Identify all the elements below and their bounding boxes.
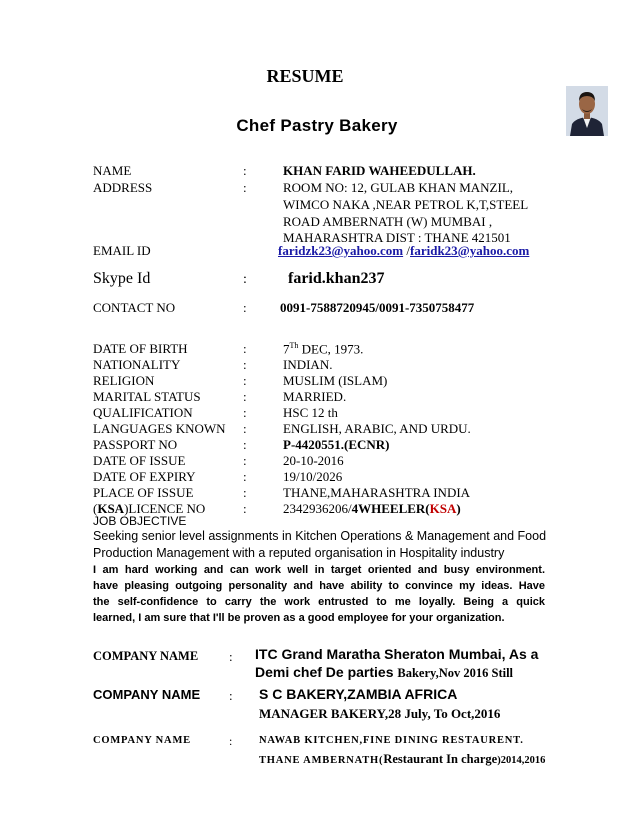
contact-colon: : (243, 300, 247, 315)
marital-status-label: MARITAL STATUS (93, 389, 201, 404)
religion-colon: : (243, 373, 247, 388)
address-line-1: ROOM NO: 12, GULAB KHAN MANZIL, (283, 180, 514, 195)
contact-label: CONTACT NO (93, 300, 176, 315)
objective-line-2: Production Management with a reputed organisation in Hospitality industry (93, 546, 505, 560)
company-1-role: Demi chef De parties (255, 664, 398, 680)
passport-value: P-4420551.(ECNR) (283, 437, 390, 452)
issue-date-colon: : (243, 453, 247, 468)
email-separator: / (403, 243, 410, 258)
objective-bold-line-4: learned, I am sure that I'll be proven as a good employee for your organization. (93, 612, 505, 624)
objective-bold-line-1: I am hard working and can work well in target oriented and busy environment. (93, 564, 545, 576)
objective-heading: JOB OBJECTIVE (93, 514, 187, 528)
email-label: EMAIL ID (93, 243, 151, 258)
name-value: KHAN FARID WAHEEDULLAH. (283, 163, 476, 178)
skype-colon: : (243, 272, 247, 287)
objective-line-1: Seeking senior level assignments in Kitchen Operations & Management and Food (93, 529, 547, 543)
qualification-colon: : (243, 405, 247, 420)
address-colon: : (243, 180, 247, 195)
nationality-label: NATIONALITY (93, 357, 181, 372)
passport-label: PASSPORT NO (93, 437, 178, 452)
expiry-date-label: DATE OF EXPIRY (93, 469, 196, 484)
licence-close: ) (456, 501, 461, 516)
issue-date-label: DATE OF ISSUE (93, 453, 186, 468)
licence-label-rest: )LICENCE NO (124, 501, 206, 516)
email-link-2[interactable]: faridk23@yahoo.com (410, 243, 530, 258)
company-1-name-line-1: ITC Grand Maratha Sheraton Mumbai, As a (255, 646, 539, 662)
company-3-colon: : (229, 734, 233, 748)
company-3-period: )2014,2016 (497, 755, 546, 766)
licence-type: 4WHEELER( (351, 501, 430, 516)
expiry-date-colon: : (243, 469, 247, 484)
name-colon: : (243, 163, 247, 178)
address-label: ADDRESS (93, 180, 153, 195)
marital-status-value: MARRIED. (283, 389, 347, 404)
place-of-issue-label: PLACE OF ISSUE (93, 485, 194, 500)
place-of-issue-value: THANE,MAHARASHTRA INDIA (283, 485, 471, 500)
marital-status-colon: : (243, 389, 247, 404)
email-values (278, 243, 529, 259)
qualification-value: HSC 12 th (283, 405, 338, 420)
skype-label: Skype Id (93, 270, 151, 287)
company-3-role: Restaurant In charge (383, 752, 498, 766)
company-1-colon: : (229, 649, 233, 664)
licence-label-open: ( (93, 501, 98, 516)
religion-value: MUSLIM (ISLAM) (283, 373, 388, 388)
place-of-issue-colon: : (243, 485, 247, 500)
company-2-name-line-2: MANAGER BAKERY,28 July, To Oct,2016 (259, 706, 501, 721)
company-3-label: COMPANY NAME (93, 735, 191, 746)
dob-label: DATE OF BIRTH (93, 341, 188, 356)
dob-day: 7 (283, 341, 290, 357)
licence-colon: : (243, 501, 247, 516)
company-2-name-line-1: S C BAKERY,ZAMBIA AFRICA (259, 686, 458, 702)
company-3-name-line-2 (259, 750, 545, 768)
objective-bold-line-2: have pleasing outgoing personality and have ability to convince my ideas. Have (93, 580, 545, 592)
dob-rest: DEC, 1973. (298, 341, 364, 357)
objective-bold-line-3: the self-confidence to carry the work entrusted to me loyally. Being a quick (93, 596, 545, 608)
languages-label: LANGUAGES KNOWN (93, 421, 226, 436)
company-1-name-line-2 (255, 664, 513, 682)
religion-label: RELIGION (93, 373, 155, 388)
skype-value: farid.khan237 (288, 270, 385, 287)
nationality-value: INDIAN. (283, 357, 333, 372)
expiry-date-value: 19/10/2026 (283, 469, 343, 484)
company-3-location: THANE AMBERNATH( (259, 755, 384, 766)
company-3-name-line-1: NAWAB KITCHEN,FINE DINING RESTAURENT. (259, 735, 524, 746)
licence-number: 2342936206/ (283, 501, 352, 516)
nationality-colon: : (243, 357, 247, 372)
languages-value: ENGLISH, ARABIC, AND URDU. (283, 421, 471, 436)
name-label: NAME (93, 163, 132, 178)
address-line-2: WIMCO NAKA ,NEAR PETROL K,T,STEEL (283, 197, 529, 212)
licence-label-ksa: KSA (97, 501, 125, 516)
resume-title: RESUME (266, 66, 344, 86)
company-2-colon: : (229, 688, 233, 703)
languages-colon: : (243, 421, 247, 436)
licence-ksa: KSA (429, 501, 457, 516)
address-line-4: MAHARASHTRA DIST : THANE 421501 (283, 230, 511, 245)
company-2-label: COMPANY NAME (93, 687, 201, 702)
passport-colon: : (243, 437, 247, 452)
profile-photo (566, 86, 608, 136)
licence-value (283, 501, 461, 517)
job-title: Chef Pastry Bakery (236, 116, 398, 135)
address-line-3: ROAD AMBERNATH (W) MUMBAI , (283, 214, 493, 229)
company-1-label: COMPANY NAME (93, 649, 199, 663)
dob-colon: : (243, 341, 247, 356)
contact-value: 0091-7588720945/0091-7350758477 (280, 300, 475, 315)
qualification-label: QUALIFICATION (93, 405, 193, 420)
company-1-period: Bakery,Nov 2016 Still (397, 666, 514, 680)
dob-value (283, 341, 363, 357)
dob-suffix: Th (289, 341, 299, 350)
issue-date-value: 20-10-2016 (283, 453, 344, 468)
email-link-1[interactable]: faridzk23@yahoo.com (278, 243, 404, 258)
